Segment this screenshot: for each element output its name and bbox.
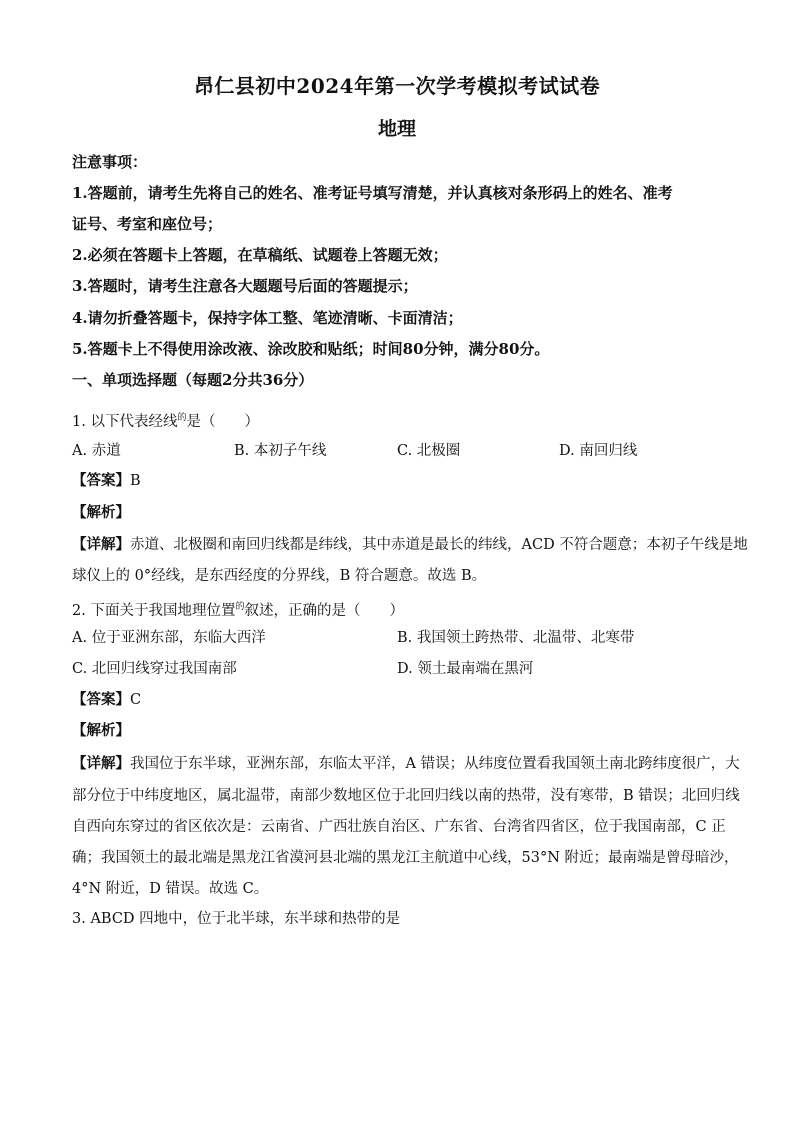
q1-option-a: A. 赤道 — [72, 443, 121, 459]
q1-option-b: B. 本初子午线 — [234, 443, 327, 459]
question-2-stem: 2. 下面关于我国地理位置$^的$叙述，正确的是（ ） — [72, 602, 404, 619]
q1-option-d: D. 南回归线 — [559, 443, 638, 459]
q2-option-c: C. 北回归线穿过我国南部 — [72, 661, 237, 677]
q1-answer: 【答案】B — [72, 472, 141, 489]
note-line: 证号、考室和座位号； — [72, 215, 223, 233]
note-line: 1.答题前，请考生先将自己的姓名、准考证号填写清楚，并认真核对条形码上的姓名、准考 — [72, 184, 673, 202]
note-line: 3.答题时，请考生注意各大题题号后面的答题提示； — [72, 277, 418, 295]
note-line: 4.请勿折叠答题卡，保持字体工整、笔迹清晰、卡面清洁； — [72, 309, 463, 327]
q2-detail-line: 自西向东穿过的省区依次是：云南省、广西壮族自治区、广东省、台湾省四省区，位于我国南部，C 正 — [72, 819, 726, 835]
section-heading: 一、单项选择题（每题2分共36分） — [72, 371, 314, 389]
question-1-stem: 1. 以下代表经线$^的$是（ ） — [72, 413, 259, 430]
notes-heading: 注意事项： — [72, 153, 148, 171]
exam-title: 昂仁县初中2024年第一次学考模拟考试试卷 — [193, 74, 601, 98]
q1-option-c: C. 北极圈 — [397, 443, 461, 459]
q2-detail-line: 【详解】我国位于东半球，亚洲东部，东临太平洋，A 错误；从纬度位置看我国领土南北跨纬度很广，大 — [72, 755, 740, 772]
subject-title: 地理 — [377, 118, 416, 140]
q2-option-a: A. 位于亚洲东部，东临大西洋 — [72, 630, 266, 646]
q1-detail-line: 球仪上的 0°经线，是东西经度的分界线，B 符合题意。故选 B。 — [72, 568, 487, 584]
q1-detail-line: 【详解】赤道、北极圈和南回归线都是纬线，其中赤道是最长的纬线，ACD 不符合题意；本初子午线是地 — [72, 536, 748, 553]
q2-option-b: B. 我国领土跨热带、北温带、北寒带 — [397, 630, 635, 646]
q2-detail-line: 部分位于中纬度地区，属北温带，南部少数地区位于北回归线以南的热带，没有寒带，B 错误；北回归线 — [72, 788, 740, 804]
q2-answer: 【答案】C — [72, 691, 142, 708]
q2-detail-line: 4°N 附近，D 错误。故选 C。 — [72, 881, 269, 897]
q1-analysis-heading: 【解析】 — [72, 504, 130, 521]
q2-option-d: D. 领土最南端在黑河 — [397, 661, 534, 677]
q2-detail-line: 确；我国领土的最北端是黑龙江省漠河县北端的黑龙江主航道中心线，53°N 附近；最南端是曾母暗沙， — [72, 850, 739, 866]
note-line: 2.必须在答题卡上答题，在草稿纸、试题卷上答题无效； — [72, 246, 448, 264]
q2-analysis-heading: 【解析】 — [72, 722, 130, 739]
question-3-stem: 3. ABCD 四地中，位于北半球，东半球和热带的是 — [72, 911, 401, 927]
note-line: 5.答题卡上不得使用涂改液、涂改胶和贴纸；时间80分钟，满分80分。 — [72, 340, 550, 358]
